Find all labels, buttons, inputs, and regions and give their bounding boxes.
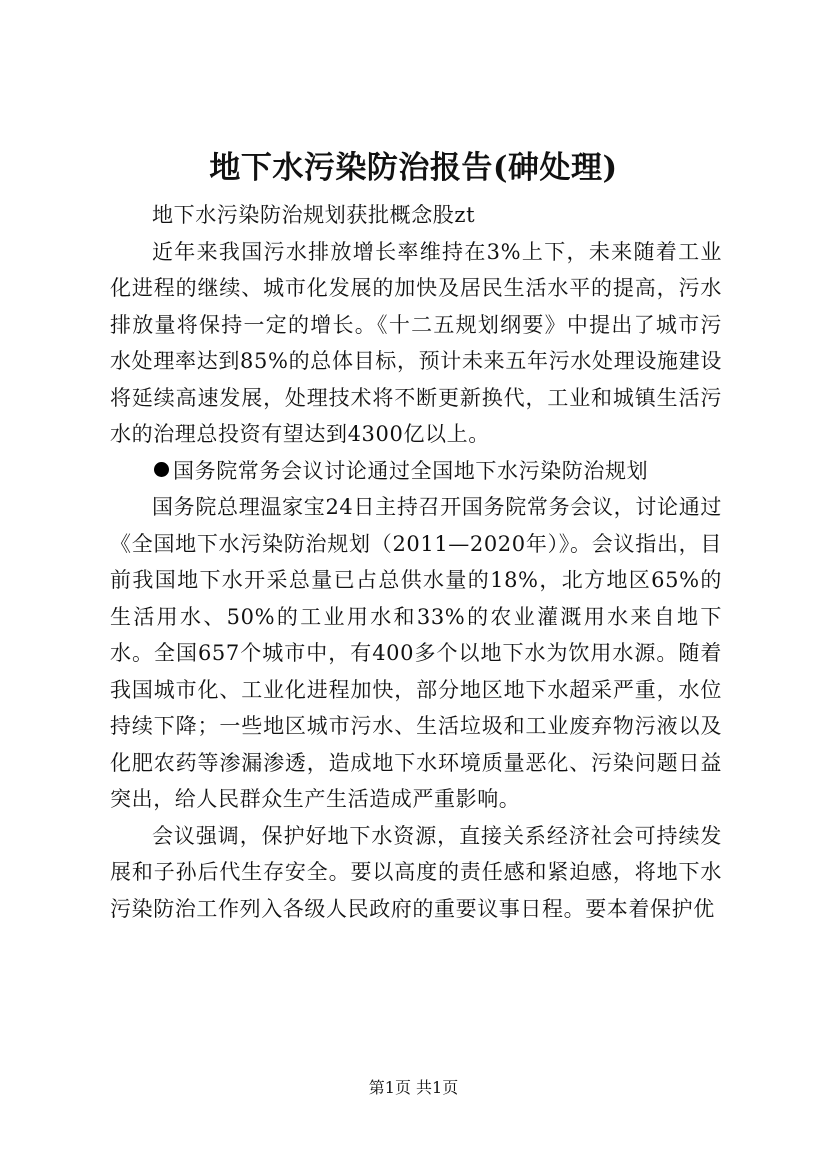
- paragraph-emphasis: 会议强调，保护好地下水资源，直接关系经济社会可持续发展和子孙后代生存安全。要以高度的责任感和紧迫感，将地下水污染防治工作列入各级人民政府的重要议事日程。要本着保护优: [110, 823, 722, 921]
- document-body: [110, 197, 722, 927]
- document-subheading: 地下水污染防治规划获批概念股zt: [152, 203, 476, 227]
- bullet-dot-icon: [154, 462, 169, 477]
- paragraph-intro: 近年来我国污水排放增长率维持在3%上下，未来随着工业化进程的继续、城市化发展的加快及居民生活水平的提高，污水排放量将保持一定的增长。《十二五规划纲要》中提出了城市污水处理率达到85%的总体目标，预计未来五年污水处理设施建设将延续高速发展，处理技术将不断更新换代，工业和城镇生活污水的治理总投资有望达到4300亿以上。: [110, 239, 722, 446]
- bullet-heading-text: 国务院常务会议讨论通过全国地下水污染防治规划: [173, 458, 649, 483]
- paragraph-meeting: 国务院总理温家宝24日主持召开国务院常务会议，讨论通过《全国地下水污染防治规划（2011—2020年）》。会议指出，目前我国地下水开采总量已占总供水量的18%，北方地区65%的生活用水、50%的工业用水和33%的农业灌溉用水来自地下水。全国657个城市中，有400多个以地下水为饮用水源。随着我国城市化、工业化进程加快，部分地区地下水超采严重，水位持续下降；一些地区城市污水、生活垃圾和工业废弃物污液以及化肥农药等渗漏渗透，造成地下水环境质量恶化、污染问题日益突出，给人民群众生产生活造成严重影响。: [110, 495, 722, 811]
- page-footer: [0, 1078, 827, 1098]
- document-title: 地下水污染防治报告(砷处理): [209, 150, 618, 186]
- bullet-heading: [110, 453, 722, 490]
- page-number-label: 第1页 共1页: [368, 1078, 459, 1097]
